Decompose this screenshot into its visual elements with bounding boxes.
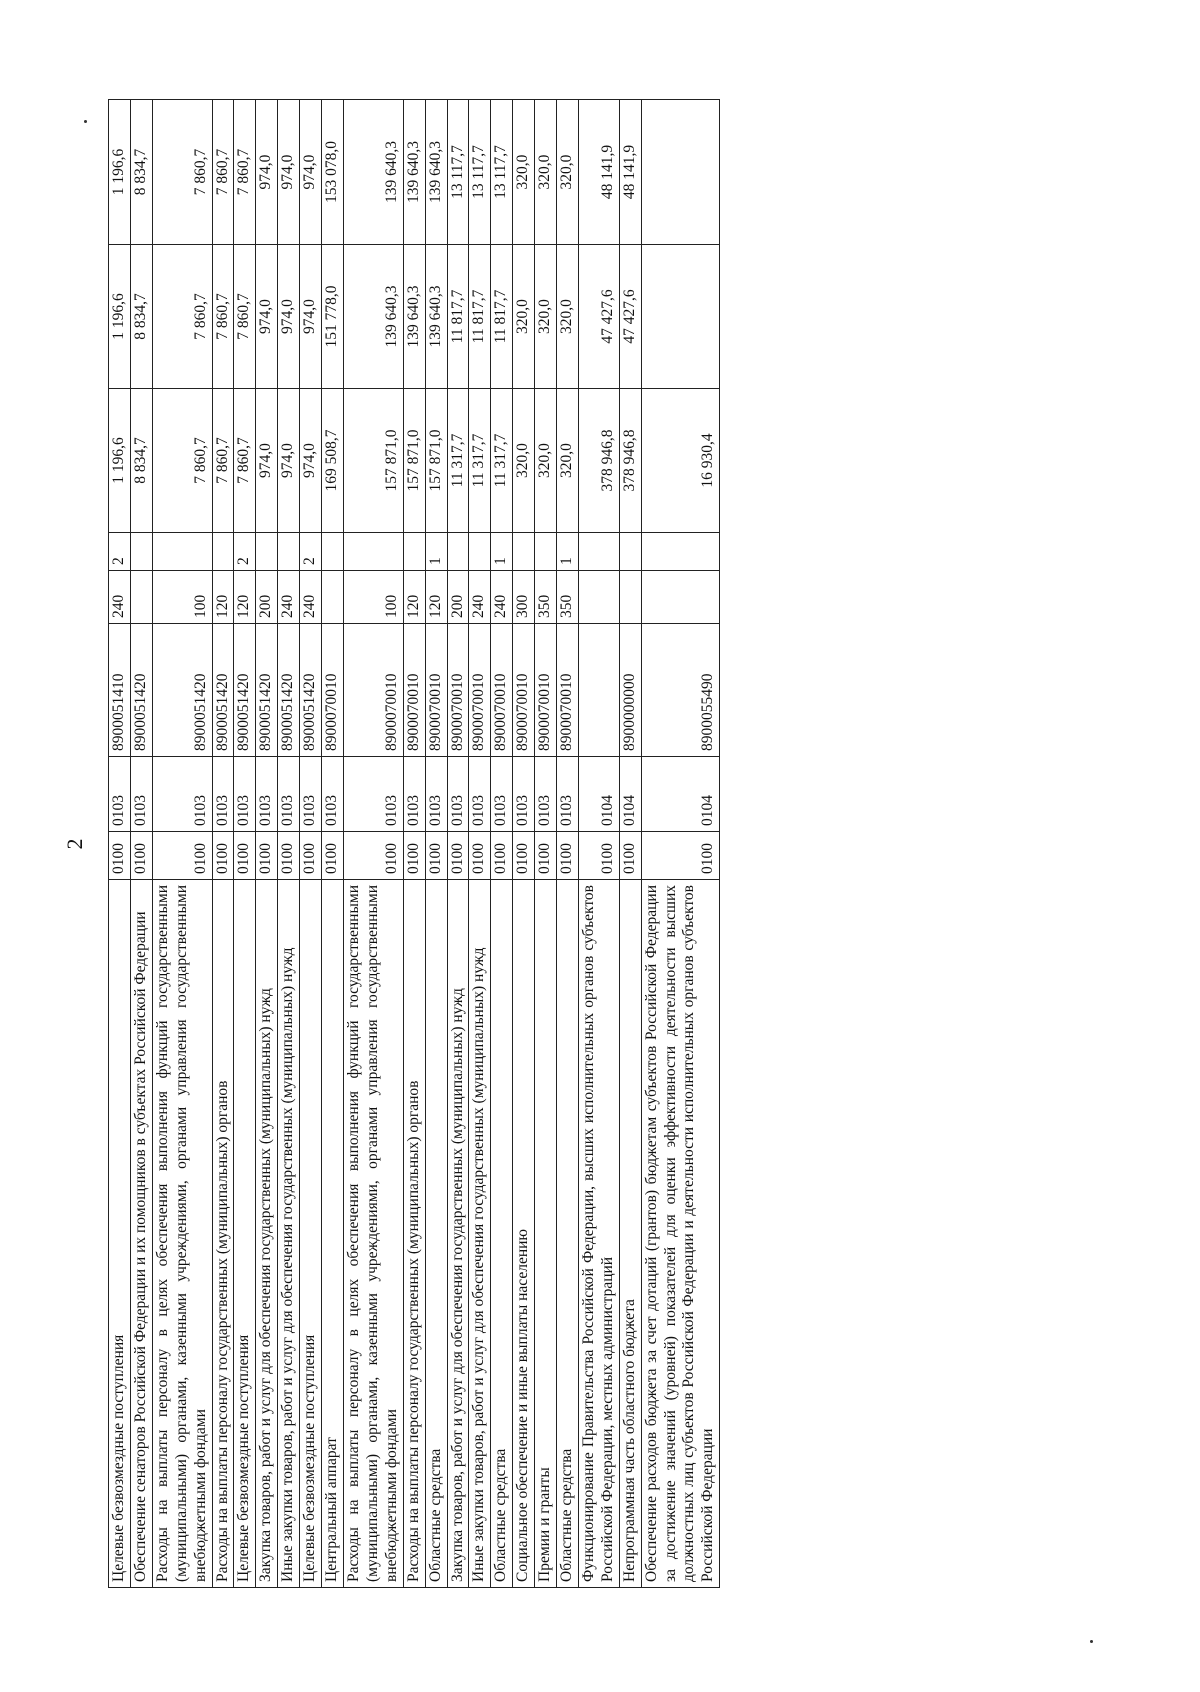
target-article-cell: 8900070010 (469, 624, 491, 757)
amount-year3-cell: 974,0 (300, 100, 322, 245)
expense-name-cell: Социальное обеспечение и иные выплаты населению (513, 880, 535, 1588)
amount-year2-cell: 139 640,3 (425, 245, 447, 389)
amount-year1-cell: 320,0 (557, 389, 579, 533)
expense-type-cell (322, 571, 344, 624)
expense-type-cell: 350 (557, 571, 579, 624)
subsection-code-cell: 0103 (278, 757, 300, 832)
amount-year3-cell: 8 834,7 (130, 100, 152, 245)
amount-year2-cell (641, 245, 720, 389)
amount-year3-cell: 139 640,3 (425, 100, 447, 245)
table-row (578, 100, 619, 1588)
subsection-code-cell: 0103 (256, 757, 278, 832)
target-article-cell: 8900070010 (513, 624, 535, 757)
amount-year2-cell: 139 640,3 (403, 245, 425, 389)
subsection-code-cell: 0103 (109, 757, 131, 832)
section-code-cell: 0100 (300, 832, 322, 880)
page-number: 2 (62, 838, 87, 850)
funding-source-cell (322, 533, 344, 571)
amount-year2-cell: 320,0 (557, 245, 579, 389)
amount-year1-cell: 157 871,0 (343, 389, 403, 533)
expense-type-cell (578, 571, 619, 624)
subsection-code-cell: 0103 (403, 757, 425, 832)
section-code-cell: 0100 (278, 832, 300, 880)
section-code-cell: 0100 (425, 832, 447, 880)
subsection-code-cell: 0103 (557, 757, 579, 832)
amount-year3-cell: 13 117,7 (447, 100, 469, 245)
expense-name-cell: Обеспечение сенаторов Российской Федерации и их помощников в субъектах Российской Федерации (130, 880, 152, 1588)
table-row (343, 100, 403, 1588)
expense-type-cell: 240 (109, 571, 131, 624)
funding-source-cell (578, 533, 619, 571)
amount-year2-cell: 7 860,7 (212, 245, 234, 389)
section-code-cell: 0100 (619, 832, 641, 880)
amount-year3-cell: 320,0 (513, 100, 535, 245)
amount-year1-cell: 11 317,7 (491, 389, 513, 533)
expense-name-cell: Иные закупки товаров, работ и услуг для обеспечения государственных (муниципальных) нужд (278, 880, 300, 1588)
expense-name-cell: Обеспечение расходов бюджета за счет дотаций (грантов) бюджетам субъектов Российской Федерации за достижение значений (уровней) показателей для оценки эффективности деятельности высших должностных лиц субъектов Российской Федерации и деятельности исполнительных органов субъектов Российской Федерации (641, 880, 720, 1588)
subsection-code-cell: 0103 (130, 757, 152, 832)
amount-year2-cell: 7 860,7 (152, 245, 212, 389)
amount-year1-cell: 378 946,8 (619, 389, 641, 533)
amount-year1-cell: 157 871,0 (403, 389, 425, 533)
table-row (256, 100, 278, 1588)
amount-year2-cell: 8 834,7 (130, 245, 152, 389)
expense-type-cell: 350 (535, 571, 557, 624)
amount-year1-cell: 16 930,4 (641, 389, 720, 533)
amount-year1-cell: 974,0 (300, 389, 322, 533)
subsection-code-cell: 0103 (469, 757, 491, 832)
amount-year2-cell: 7 860,7 (234, 245, 256, 389)
table-row (322, 100, 344, 1588)
funding-source-cell (641, 533, 720, 571)
expense-name-cell: Целевые безвозмездные поступления (300, 880, 322, 1588)
subsection-code-cell: 0104 (641, 757, 720, 832)
target-article-cell: 8900051420 (212, 624, 234, 757)
amount-year1-cell: 169 508,7 (322, 389, 344, 533)
funding-source-cell: 1 (491, 533, 513, 571)
table-row (491, 100, 513, 1588)
section-code-cell: 0100 (109, 832, 131, 880)
expense-name-cell: Расходы на выплаты персоналу в целях обеспечения выполнения функций государственными (муниципальными) органами, казенными учреждениями, органами управления государственными внебюджетными фондами (343, 880, 403, 1588)
funding-source-cell (513, 533, 535, 571)
amount-year3-cell: 7 860,7 (212, 100, 234, 245)
expense-type-cell: 300 (513, 571, 535, 624)
section-code-cell: 0100 (578, 832, 619, 880)
expense-name-cell: Иные закупки товаров, работ и услуг для обеспечения государственных (муниципальных) нужд (469, 880, 491, 1588)
table-row (403, 100, 425, 1588)
target-article-cell: 8900051420 (278, 624, 300, 757)
funding-source-cell (212, 533, 234, 571)
table-row (513, 100, 535, 1588)
section-code-cell: 0100 (234, 832, 256, 880)
target-article-cell: 8900070010 (322, 624, 344, 757)
funding-source-cell (403, 533, 425, 571)
funding-source-cell (343, 533, 403, 571)
expense-name-cell: Закупка товаров, работ и услуг для обеспечения государственных (муниципальных) нужд (256, 880, 278, 1588)
funding-source-cell: 2 (234, 533, 256, 571)
expense-name-cell: Непрограммная часть областного бюджета (619, 880, 641, 1588)
table-row (641, 100, 720, 1588)
amount-year3-cell: 13 117,7 (469, 100, 491, 245)
budget-table-container (108, 100, 720, 1588)
amount-year3-cell: 13 117,7 (491, 100, 513, 245)
subsection-code-cell: 0103 (300, 757, 322, 832)
expense-name-cell: Расходы на выплаты персоналу в целях обеспечения выполнения функций государственными (муниципальными) органами, казенными учреждениями, органами управления государственными внебюджетными фондами (152, 880, 212, 1588)
amount-year3-cell: 48 141,9 (578, 100, 619, 245)
target-article-cell: 8900051410 (109, 624, 131, 757)
amount-year3-cell: 139 640,3 (403, 100, 425, 245)
subsection-code-cell: 0103 (152, 757, 212, 832)
expense-type-cell: 240 (300, 571, 322, 624)
amount-year3-cell: 48 141,9 (619, 100, 641, 245)
target-article-cell: 8900070010 (535, 624, 557, 757)
amount-year3-cell: 7 860,7 (234, 100, 256, 245)
funding-source-cell (278, 533, 300, 571)
amount-year1-cell: 8 834,7 (130, 389, 152, 533)
amount-year3-cell: 974,0 (278, 100, 300, 245)
amount-year1-cell: 7 860,7 (212, 389, 234, 533)
expense-name-cell: Областные средства (425, 880, 447, 1588)
target-article-cell: 8900055490 (641, 624, 720, 757)
amount-year2-cell: 139 640,3 (343, 245, 403, 389)
amount-year1-cell: 11 317,7 (469, 389, 491, 533)
amount-year2-cell: 974,0 (256, 245, 278, 389)
table-row (234, 100, 256, 1588)
amount-year3-cell: 139 640,3 (343, 100, 403, 245)
funding-source-cell: 2 (300, 533, 322, 571)
table-row (109, 100, 131, 1588)
table-body (109, 100, 720, 1588)
target-article-cell: 8900051420 (152, 624, 212, 757)
section-code-cell: 0100 (322, 832, 344, 880)
table-row (152, 100, 212, 1588)
amount-year3-cell: 1 196,6 (109, 100, 131, 245)
section-code-cell: 0100 (130, 832, 152, 880)
table-row (130, 100, 152, 1588)
scan-speck (84, 120, 87, 123)
scan-speck (1090, 1640, 1093, 1643)
expense-type-cell: 120 (403, 571, 425, 624)
table-row (619, 100, 641, 1588)
section-code-cell: 0100 (491, 832, 513, 880)
expense-type-cell: 240 (469, 571, 491, 624)
expense-name-cell: Премии и гранты (535, 880, 557, 1588)
subsection-code-cell: 0103 (234, 757, 256, 832)
expense-name-cell: Целевые безвозмездные поступления (234, 880, 256, 1588)
section-code-cell: 0100 (469, 832, 491, 880)
amount-year3-cell: 974,0 (256, 100, 278, 245)
expense-type-cell: 240 (278, 571, 300, 624)
target-article-cell: 8900070010 (425, 624, 447, 757)
target-article-cell: 8900051420 (256, 624, 278, 757)
expense-type-cell (641, 571, 720, 624)
subsection-code-cell: 0104 (619, 757, 641, 832)
target-article-cell: 8900070010 (447, 624, 469, 757)
subsection-code-cell: 0103 (343, 757, 403, 832)
amount-year2-cell: 320,0 (535, 245, 557, 389)
target-article-cell (578, 624, 619, 757)
amount-year3-cell: 320,0 (535, 100, 557, 245)
section-code-cell: 0100 (513, 832, 535, 880)
target-article-cell: 8900070010 (403, 624, 425, 757)
amount-year2-cell: 974,0 (300, 245, 322, 389)
amount-year1-cell: 1 196,6 (109, 389, 131, 533)
section-code-cell: 0100 (641, 832, 720, 880)
funding-source-cell (130, 533, 152, 571)
expense-type-cell: 200 (447, 571, 469, 624)
amount-year2-cell: 320,0 (513, 245, 535, 389)
target-article-cell: 8900051420 (130, 624, 152, 757)
section-code-cell: 0100 (557, 832, 579, 880)
table-row (425, 100, 447, 1588)
funding-source-cell (619, 533, 641, 571)
table-row (535, 100, 557, 1588)
amount-year1-cell: 974,0 (278, 389, 300, 533)
target-article-cell: 8900051420 (300, 624, 322, 757)
expense-name-cell: Областные средства (557, 880, 579, 1588)
expense-type-cell: 120 (234, 571, 256, 624)
expense-type-cell: 240 (491, 571, 513, 624)
amount-year2-cell: 47 427,6 (619, 245, 641, 389)
subsection-code-cell: 0103 (212, 757, 234, 832)
section-code-cell: 0100 (447, 832, 469, 880)
subsection-code-cell: 0103 (491, 757, 513, 832)
expense-name-cell: Функционирование Правительства Российской Федерации, высших исполнительных органов субъектов Российской Федерации, местных администраций (578, 880, 619, 1588)
expense-type-cell: 200 (256, 571, 278, 624)
expense-name-cell: Расходы на выплаты персоналу государственных (муниципальных) органов (403, 880, 425, 1588)
subsection-code-cell: 0104 (578, 757, 619, 832)
funding-source-cell (256, 533, 278, 571)
target-article-cell: 8900051420 (234, 624, 256, 757)
table-row (300, 100, 322, 1588)
target-article-cell: 8900070010 (557, 624, 579, 757)
table-row (212, 100, 234, 1588)
section-code-cell: 0100 (535, 832, 557, 880)
expense-type-cell: 100 (343, 571, 403, 624)
expense-name-cell: Целевые безвозмездные поступления (109, 880, 131, 1588)
subsection-code-cell: 0103 (425, 757, 447, 832)
amount-year1-cell: 378 946,8 (578, 389, 619, 533)
amount-year1-cell: 974,0 (256, 389, 278, 533)
expense-type-cell (619, 571, 641, 624)
amount-year2-cell: 151 778,0 (322, 245, 344, 389)
amount-year1-cell: 7 860,7 (234, 389, 256, 533)
amount-year1-cell: 157 871,0 (425, 389, 447, 533)
subsection-code-cell: 0103 (447, 757, 469, 832)
expense-type-cell: 120 (425, 571, 447, 624)
expense-name-cell: Центральный аппарат (322, 880, 344, 1588)
expense-type-cell: 100 (152, 571, 212, 624)
amount-year3-cell: 320,0 (557, 100, 579, 245)
section-code-cell: 0100 (152, 832, 212, 880)
subsection-code-cell: 0103 (513, 757, 535, 832)
table-row (447, 100, 469, 1588)
amount-year2-cell: 11 817,7 (491, 245, 513, 389)
amount-year2-cell: 974,0 (278, 245, 300, 389)
funding-source-cell (152, 533, 212, 571)
target-article-cell: 8900070010 (491, 624, 513, 757)
target-article-cell: 8900000000 (619, 624, 641, 757)
funding-source-cell: 2 (109, 533, 131, 571)
amount-year1-cell: 11 317,7 (447, 389, 469, 533)
expense-type-cell (130, 571, 152, 624)
amount-year3-cell: 153 078,0 (322, 100, 344, 245)
subsection-code-cell: 0103 (535, 757, 557, 832)
amount-year1-cell: 7 860,7 (152, 389, 212, 533)
funding-source-cell (535, 533, 557, 571)
table-row (469, 100, 491, 1588)
funding-source-cell: 1 (425, 533, 447, 571)
section-code-cell: 0100 (212, 832, 234, 880)
expense-name-cell: Областные средства (491, 880, 513, 1588)
expense-name-cell: Закупка товаров, работ и услуг для обеспечения государственных (муниципальных) нужд (447, 880, 469, 1588)
amount-year3-cell: 7 860,7 (152, 100, 212, 245)
subsection-code-cell: 0103 (322, 757, 344, 832)
table-row (557, 100, 579, 1588)
target-article-cell: 8900070010 (343, 624, 403, 757)
table-row (278, 100, 300, 1588)
amount-year2-cell: 47 427,6 (578, 245, 619, 389)
section-code-cell: 0100 (256, 832, 278, 880)
budget-table (108, 99, 720, 1588)
expense-name-cell: Расходы на выплаты персоналу государственных (муниципальных) органов (212, 880, 234, 1588)
section-code-cell: 0100 (403, 832, 425, 880)
amount-year2-cell: 11 817,7 (469, 245, 491, 389)
amount-year1-cell: 320,0 (535, 389, 557, 533)
funding-source-cell (469, 533, 491, 571)
amount-year2-cell: 1 196,6 (109, 245, 131, 389)
section-code-cell: 0100 (343, 832, 403, 880)
amount-year3-cell (641, 100, 720, 245)
expense-type-cell: 120 (212, 571, 234, 624)
amount-year1-cell: 320,0 (513, 389, 535, 533)
funding-source-cell (447, 533, 469, 571)
amount-year2-cell: 11 817,7 (447, 245, 469, 389)
funding-source-cell: 1 (557, 533, 579, 571)
